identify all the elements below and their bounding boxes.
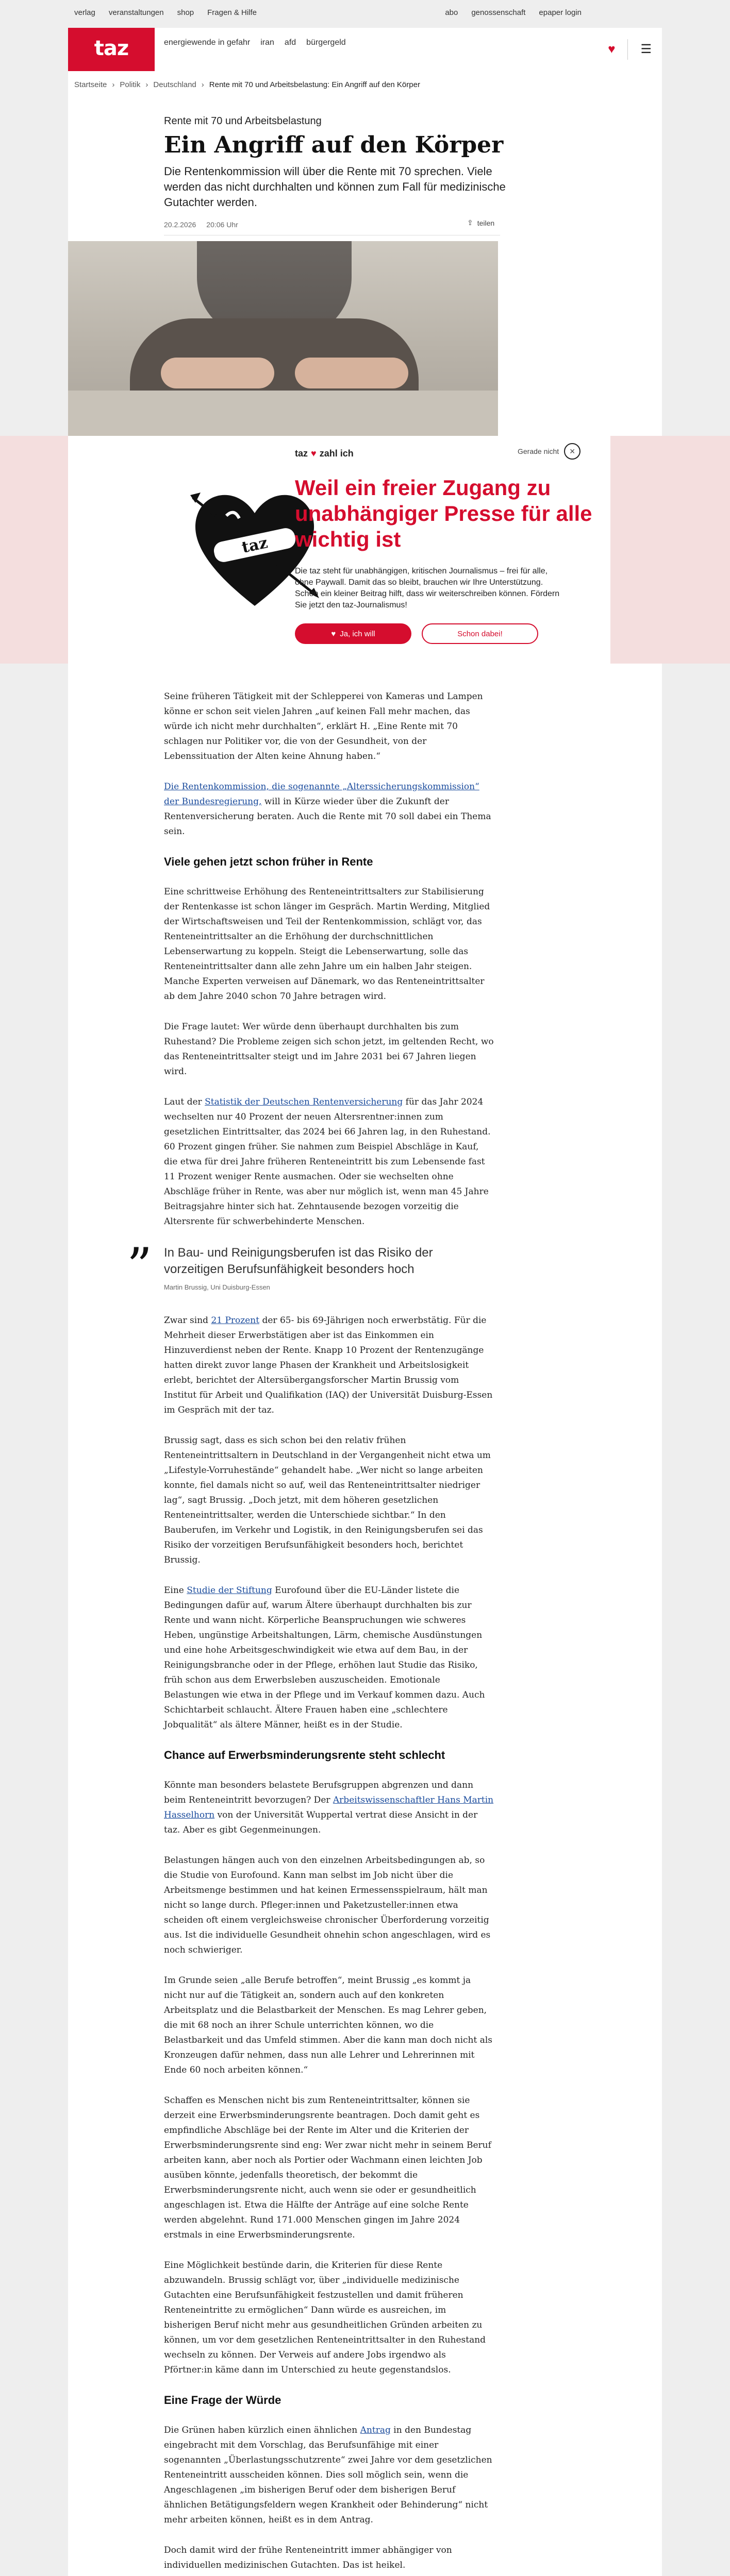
paragraph: Eine Möglichkeit bestünde darin, die Kriterien für diese Rente abzuwandeln. Brussig schlägt vor, über „individuelle medizinische Gutachten eine Berufsunfähigkeit festzustellen und damit früheren Renteneintritte zu ermöglichen“ Dann würde es ausreichen, im bisherigen Beruf nicht mehr aus gesundheitlichen Gründen arbeiten zu können, um vor dem gesetzlichen Renteneintrittsalter in den Ruhestand wechseln zu können. Der Verweis auf andere Jobs irgendwo als Pförtner:in käme dann im Unterschied zu heute gegenstandslos. (164, 2260, 486, 2375)
donation-heart-icon: ♥ (311, 448, 317, 459)
quote-source: Martin Brussig, Uni Duisburg-Essen (164, 1283, 270, 1291)
donation-brand-suffix: zahl ich (319, 448, 354, 459)
paragraph (164, 1095, 494, 1229)
logo-text: taz (94, 37, 129, 60)
subheading: Chance auf Erwerbsminderungsrente steht schlecht (164, 1749, 445, 1761)
quote-icon: ” (127, 1238, 153, 1295)
donation-brand (295, 448, 354, 459)
utility-link-genossenschaft[interactable]: genossenschaft (471, 8, 526, 17)
paragraph-text: Könnte man besonders belastete Berufsgruppen abgrenzen und dann beim Renteneintritt bevorzugen? Der (164, 1780, 474, 1805)
chevron-right-icon: › (112, 80, 115, 89)
close-icon[interactable]: × (564, 443, 580, 460)
paragraph: Brussig sagt, dass es sich schon bei den relativ frühen Renteneintrittsaltern in Deutschland in der Vergangenheit nicht etwa um „Lifestyle-Vorruhestände“ gehandelt habe. „Wer nicht so lange arbeiten konnte, fiel damals nicht so auf, weil das Renteneintrittsalter niedriger lag“, sagt Brussig. „Doch jetzt, mit dem höheren gesetzlichen Renteneintrittsalter, werden die Unterschiede sichtbar.“ In den Bauberufen, im Verkehr und Logistik, in den Reinigungsberufen sei das Risiko der vorzeitigen Berufsunfähigkeit besonders hoch, berichtet Brussig. (164, 1435, 491, 1565)
hero-image (68, 241, 498, 436)
header-divider (627, 39, 628, 60)
link-studie-stiftung[interactable]: Studie der Stiftung (187, 1585, 272, 1596)
donation-close-label: Gerade nicht (518, 447, 559, 455)
paragraph-text: Zwar sind (164, 1315, 211, 1326)
donation-brand-taz: taz (295, 448, 308, 459)
paragraph-text: Eurofound über die EU-Länder listete die Bedingungen dafür auf, warum Ältere überhaupt durchhalten bis zur Rente und wann nicht. Körperliche Beanspruchungen wie schweres Heben, ungünstige Arbeitshaltungen, Lärm, chemische Ausdünstungen und eine hohe Arbeitsgeschwindigkeit wie etwa auf dem Bau, in der Reinigungsbranche oder in der Pflege, erhöhen laut Studie das Risiko, früh schon aus dem Erwerbsleben auszuscheiden. Emotionale Belastungen wie etwa in der Pflege und im Verkauf kommen dazu. Auch Schichtarbeit schlaucht. Ältere Frauen haben eine „schlechtere Jobqualität“ als ältere Männer, heißt es in der Studie. (164, 1585, 485, 1730)
article-meta (164, 221, 238, 229)
paragraph-text: von der Universität Wuppertal vertrat diese Ansicht in der taz. Aber es gibt Gegenmeinungen. (164, 1810, 478, 1835)
utility-link-shop[interactable]: shop (177, 8, 194, 17)
paragraph: Belastungen hängen auch von den einzelnen Arbeitsbedingungen ab, so die Studie von Eurofound. Kann man selbst im Job nicht über die Arbeitsmenge bestimmen und hat keinen Ermessensspielraum, hält man nicht so lange durch. Pfleger:innen und Paketzusteller:innen etwa scheiden oft einem vergleichsweise chronischer Überforderung vorzeitig aus. Ist die individuelle Gesundheit ohnehin schon angeschlagen, wird es noch schwieriger. (164, 1855, 491, 1955)
header-icons (608, 39, 652, 60)
subheading: Viele gehen jetzt schon früher in Rente (164, 855, 373, 868)
breadcrumb-item-deutschland[interactable]: Deutschland (153, 80, 196, 89)
donation-already-button[interactable]: Schon dabei! (422, 623, 538, 644)
pull-quote (127, 1238, 494, 1295)
article-teaser: Die Rentenkommission will über die Rente mit 70 sprechen. Viele werden das nicht durchhalten und können zum Fall für medizinische Gutachter werden. (164, 165, 506, 209)
utility-bar (0, 0, 730, 28)
menu-icon[interactable]: ☰ (640, 42, 652, 56)
utility-links-left (74, 8, 257, 17)
breadcrumb (74, 80, 420, 89)
link-rentenkommission[interactable]: Die Rentenkommission, die sogenannte „Alterssicherungskommission“ der Bundesregierung, (164, 782, 479, 807)
link-antrag[interactable]: Antrag (360, 2425, 391, 2435)
article-time: 20:06 Uhr (206, 221, 238, 229)
paragraph (164, 2423, 494, 2528)
donation-yes-button[interactable] (295, 623, 411, 644)
heart-icon[interactable]: ♥ (608, 42, 616, 56)
link-21-prozent[interactable]: 21 Prozent (211, 1315, 260, 1326)
donation-text: Die taz steht für unabhängigen, kritischen Journalismus – frei für alle, ohne Paywall. Damit das so bleibt, brauchen wir Ihre Unterstützung. Schon ein kleiner Beitrag hilft, dass wir weiterschreiben können. Fördern Sie jetzt den taz-Journalismus! (295, 567, 560, 609)
paragraph-text: Eine (164, 1585, 187, 1596)
donation-yes-label: Ja, ich will (340, 629, 375, 638)
article-kicker: Rente mit 70 und Arbeitsbelastung (164, 115, 322, 127)
paragraph: Eine schrittweise Erhöhung des Renteneintrittsalters zur Stabilisierung der Rentenkasse ist schon länger im Gespräch. Martin Werding, Mitglied der Wirtschaftsweisen und Teil der Rentenkommission, schlägt vor, das Renteneintrittsalter an die Erhöhung der durchschnittlichen Lebenserwartung zu koppeln. Steigt die Lebenserwartung, solle das Renteneintrittsalter dann alle zehn Jahre um ein halben Jahr steigen. Manche Experten verweisen auf Dänemark, wo das Renteneintrittsalter ab dem Jahre 2040 schon 70 Jahre betragen wird. (164, 887, 490, 1002)
paragraph-text: Laut der (164, 1097, 205, 1107)
breadcrumb-item-politik[interactable]: Politik (120, 80, 141, 89)
hero-chair-shape (68, 391, 498, 436)
chevron-right-icon: › (145, 80, 148, 89)
share-icon: ⇪ (467, 218, 473, 227)
heart-icon: ♥ (331, 629, 336, 638)
hero-hand-right-shape (295, 358, 408, 388)
paragraph-text: Die Grünen haben kürzlich einen ähnlichen (164, 2425, 360, 2435)
breadcrumb-item-startseite[interactable]: Startseite (74, 80, 107, 89)
utility-link-abo[interactable]: abo (445, 8, 458, 17)
share-label: teilen (477, 218, 495, 227)
paragraph: Die Frage lautet: Wer würde denn überhaupt durchhalten bis zum Ruhestand? Die Probleme zeigen sich schon jetzt, im geltenden Recht, wo das Renteneintrittsalter steigt und im Jahre 2031 bei 67 Jahren liegen wird. (164, 1022, 494, 1077)
taz-logo[interactable] (68, 28, 155, 71)
paragraph (164, 1778, 494, 1838)
hero-hand-left-shape (161, 358, 274, 388)
paragraph (164, 1583, 494, 1733)
donation-banner (0, 436, 730, 664)
nav-item-afd[interactable]: afd (284, 38, 296, 47)
site-header (68, 28, 662, 71)
breadcrumb-current: Rente mit 70 und Arbeitsbelastung: Ein Angriff auf den Körper (209, 80, 420, 89)
utility-link-epaper-login[interactable]: epaper login (539, 8, 582, 17)
paragraph: Im Grunde seien „alle Berufe betroffen“, meint Brussig „es kommt ja nicht nur auf die Tätigkeit an, sondern auch auf den konkreten Arbeitsplatz und die Belastbarkeit der Menschen. Es mag Lehrer geben, die mit 68 noch an ihrer Schule unterrichten können, wo die Belastbarkeit und das Umfeld stimmen. Aber die kann man doch nicht als Kronzeugen dafür nehmen, dass nun alle Lehrer und Lehrerinnen mit Ende 60 noch arbeiten können.“ (164, 1975, 493, 2075)
quote-text: In Bau- und Reinigungsberufen ist das Risiko der vorzeitigen Berufsunfähigkeit besonders hoch (164, 1246, 433, 1276)
paragraph-text: der 65- bis 69-Jährigen noch erwerbstätig. Für die Mehrheit dieser Erwerbstätigen aber ist das Einkommen ein Hinzuverdienst neben der Rente. Knapp 10 Prozent der Rentenzugänge hatten direkt zuvor lange Phasen der Krankheit und Arbeitslosigkeit erlebt, berichtet der Altersübergangsforscher Martin Brussig vom Institut für Arbeit und Qualifikation (IAQ) der Universität Duisburg-Essen im Gespräch mit der taz. (164, 1315, 493, 1415)
paragraph-text: für das Jahr 2024 wechselten nur 40 Prozent der neuen Altersrentner:innen zum gesetzlichen Eintrittsalter, das 2024 bei 66 Jahren lag, in den Ruhestand. 60 Prozent gingen früher. Sie nahmen zum Beispiel Abschläge in Kauf, die etwa für drei Jahre früheren Renteneintritt bis zum Lebensende fast 11 Prozent weniger Rente ausmachen. Oder sie wechselten ohne Abschläge früher in Rente, was aber nur möglich ist, wenn man 45 Jahre Beitragsjahre hinter sich hat. Zehntausende bezogen vorzeitig die Altersrente für schwerbehinderte Menschen. (164, 1097, 491, 1227)
paragraph-text: in den Bundestag eingebracht mit dem Vorschlag, das Berufsunfähige mit einer sogenannten „Überlastungsschutzrente“ zwei Jahre vor dem gesetzlichen Renteneintritt ausscheiden können. Dies soll möglich sein, wenn die Angeschlagenen „im bisherigen Beruf oder dem bisherigen Beruf ähnlichen Betätigungsfeldern wegen Krankheit oder Behinderung“ nicht mehr arbeiten können, heißt es in dem Antrag. (164, 2425, 492, 2525)
paragraph (164, 779, 494, 839)
donation-headline: Weil ein freier Zugang zu unabhängiger Presse für alle wichtig ist (295, 476, 592, 551)
main-nav (164, 38, 346, 47)
share-button[interactable] (467, 218, 494, 227)
article-headline: Ein Angriff auf den Körper (164, 132, 504, 158)
nav-item-iran[interactable]: iran (260, 38, 274, 47)
subheading: Eine Frage der Würde (164, 2394, 281, 2406)
paragraph-text: will in Kürze wieder über die Zukunft der Rentenversicherung beraten. Auch die Rente mit 70 soll dabei ein Thema sein. (164, 796, 491, 837)
utility-links-right (445, 8, 582, 17)
link-hasselhorn[interactable]: Arbeitswissenschaftler Hans Martin Hasselhorn (164, 1795, 494, 1820)
taz-heart-label: taz (240, 534, 270, 557)
article-date: 20.2.2026 (164, 221, 196, 229)
utility-link-help[interactable]: Fragen & Hilfe (207, 8, 257, 17)
paragraph (164, 1313, 494, 1418)
paragraph: Schaffen es Menschen nicht bis zum Renteneintrittsalter, können sie derzeit eine Erwerbsminderungsrente beantragen. Doch damit geht es empfindliche Abschläge bei der Rente im Alter und die Kriterien der Erwerbsminderungsrente sind eng: Wer zwar nicht mehr in seinem Beruf arbeiten kann, aber noch als Portier oder Wachmann einen leichten Job ausüben könnte, jedenfalls theoretisch, der bekommt die Erwerbsminderungsrente nicht, auch wenn sie oder er gesundheitlich angeschlagen ist. Etwa die Hälfte der Anträge auf eine solche Rente werden abgelehnt. Rund 171.000 Menschen gingen im Jahre 2024 erstmals in eine Erwerbsminderungsrente. (164, 2095, 491, 2240)
donation-close[interactable] (518, 443, 580, 460)
utility-link-veranstaltungen[interactable]: veranstaltungen (108, 8, 164, 17)
utility-link-verlag[interactable]: verlag (74, 8, 95, 17)
nav-item-buergergeld[interactable]: bürgergeld (306, 38, 346, 47)
paragraph: Seine früheren Tätigkeit mit der Schlepperei von Kameras und Lampen könne er schon seit vielen Jahren „auf keinen Fall mehr machen, das würde ich nicht mehr durchhalten“, erklärt H. „Eine Rente mit 70 schlagen nur Politiker vor, die von der Gesundheit, von der Lebenssituation der Alten keine Ahnung haben.“ (164, 691, 483, 761)
link-rentenstatistik[interactable]: Statistik der Deutschen Rentenversicherung (205, 1097, 403, 1107)
paragraph: Doch damit wird der frühe Renteneintritt immer abhängiger von individuellen medizinischen Gutachten. Das ist heikel. (164, 2545, 452, 2570)
nav-item-energiewende[interactable]: energiewende in gefahr (164, 38, 251, 47)
chevron-right-icon: › (201, 80, 204, 89)
article-body (127, 689, 494, 2576)
